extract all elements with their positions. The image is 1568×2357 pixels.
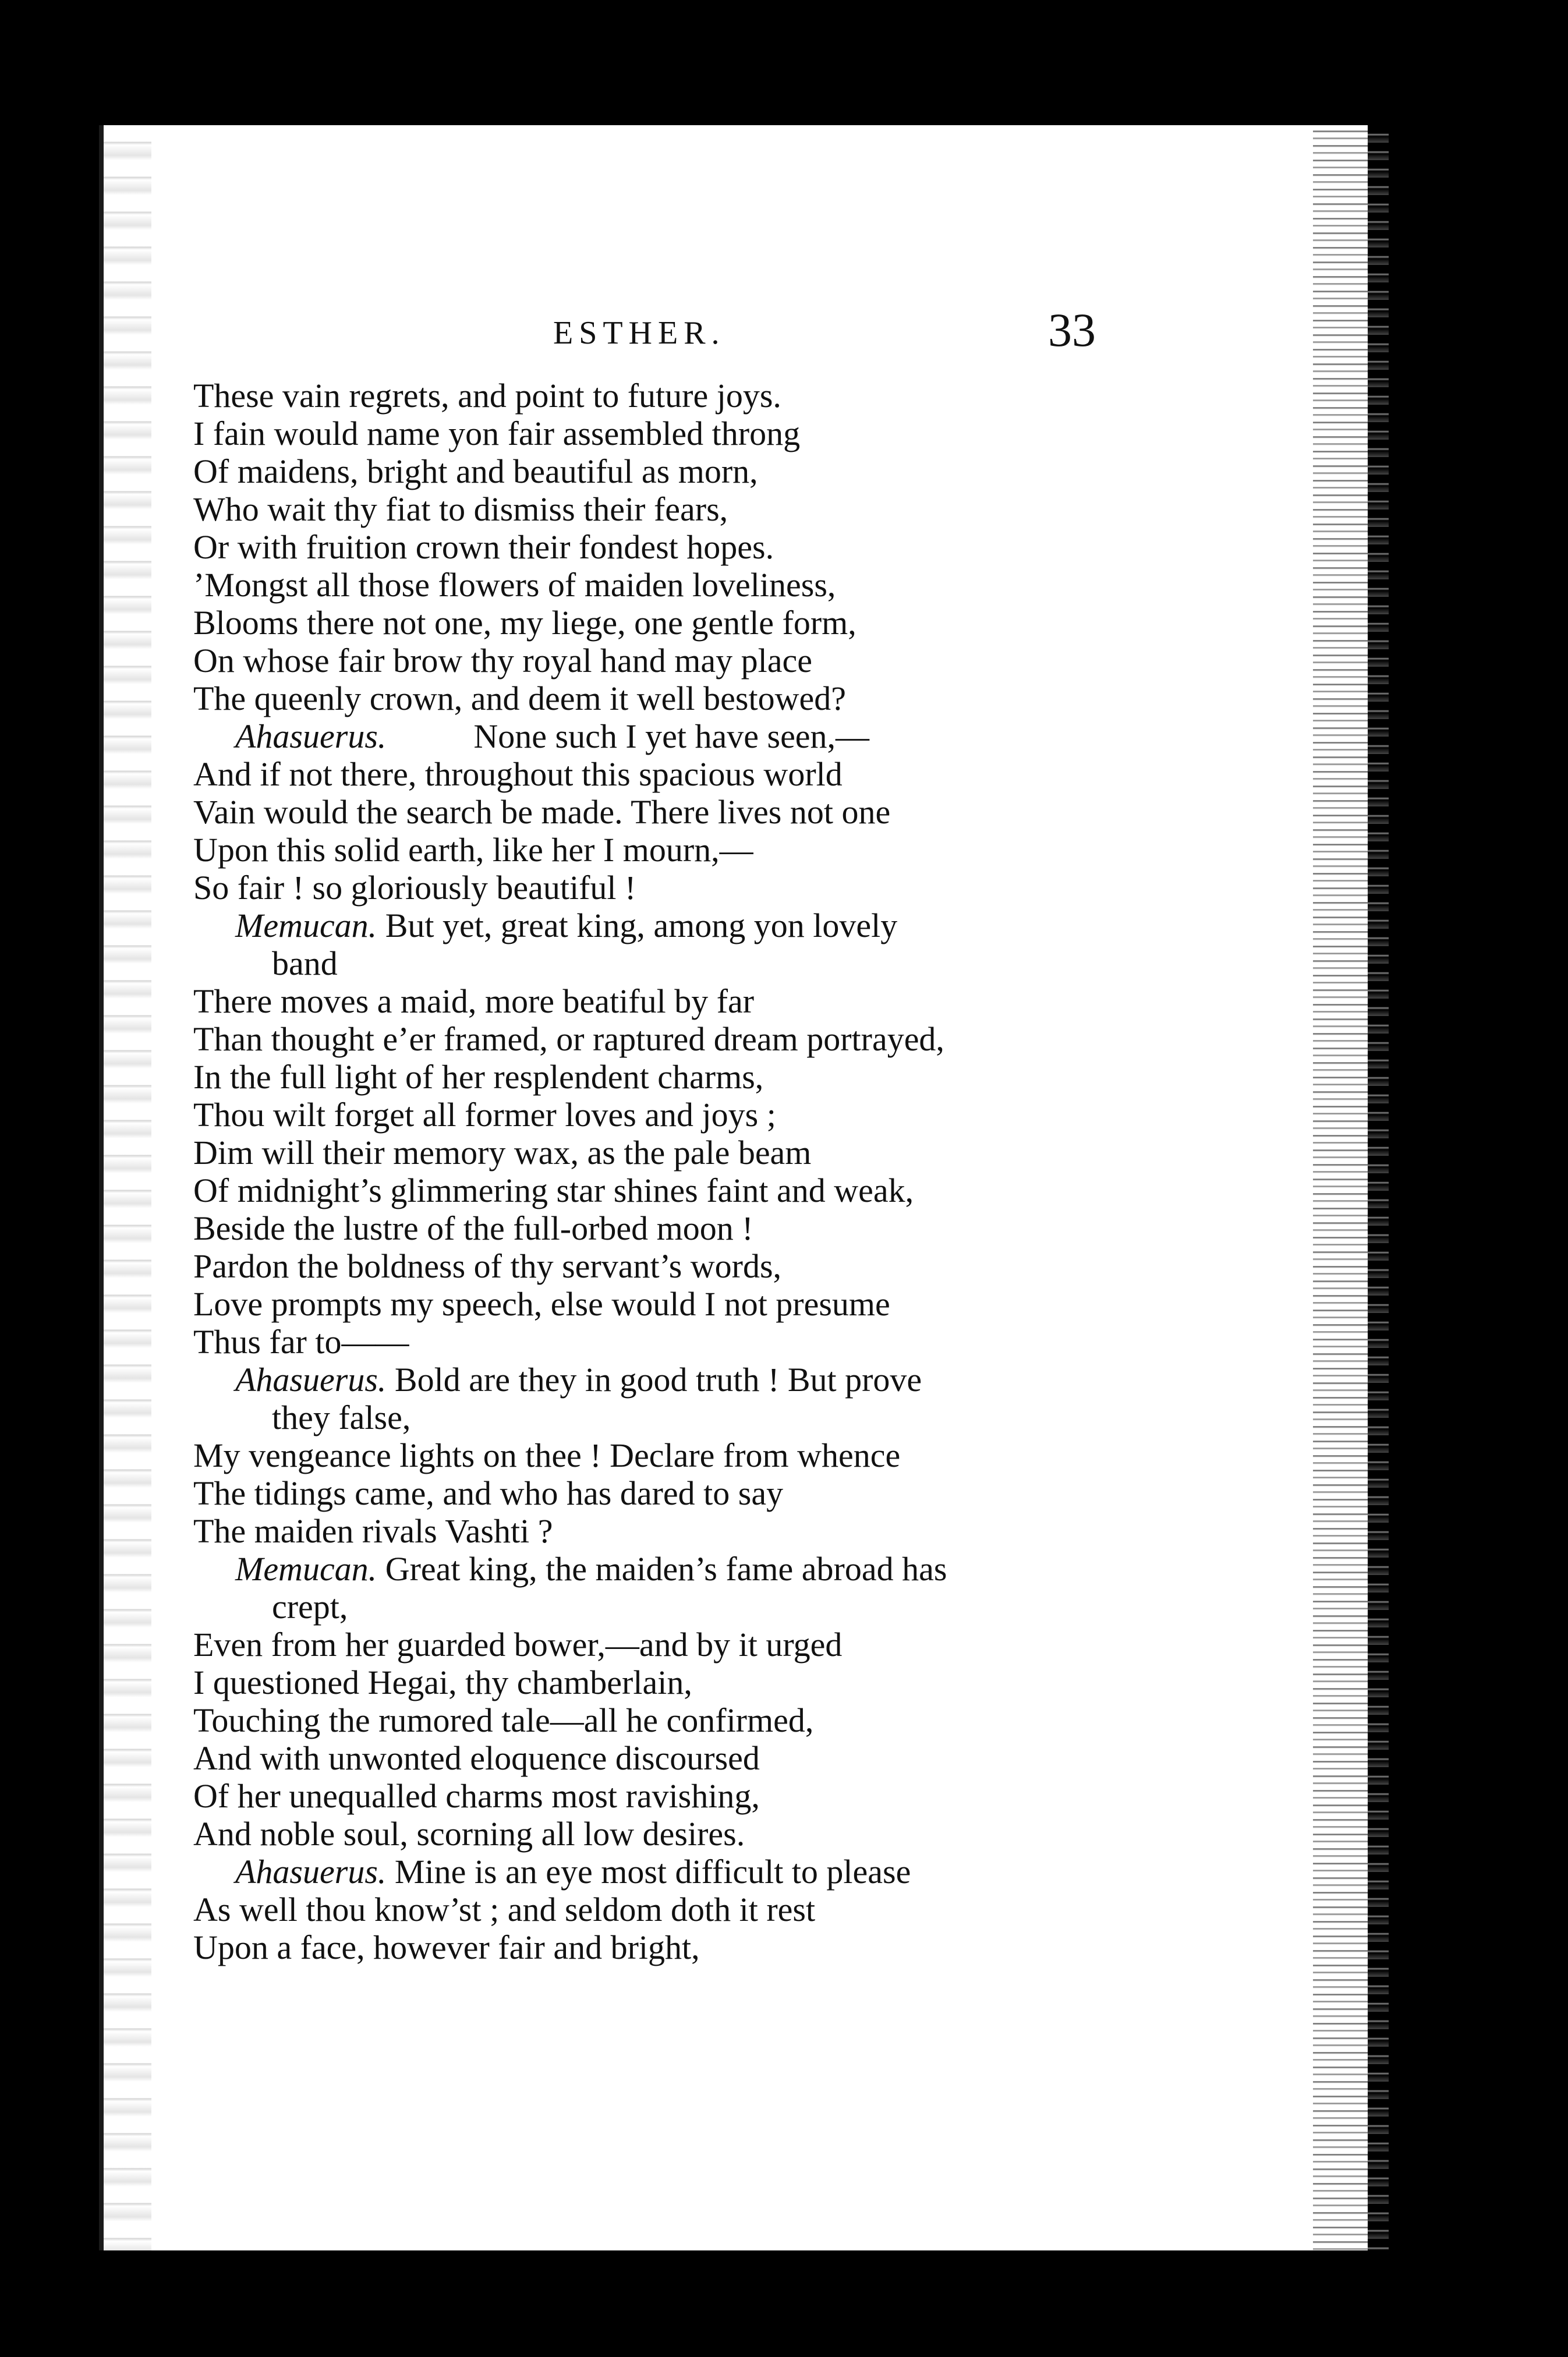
verse-line: The queenly crown, and deem it well bestowed? xyxy=(193,680,846,717)
verse-line: And noble soul, scorning all low desires. xyxy=(193,1815,745,1853)
verse-line: These vain regrets, and point to future joys. xyxy=(193,377,781,415)
verse-line: Blooms there not one, my liege, one gentle form, xyxy=(193,604,856,642)
verse-line: Even from her guarded bower,—and by it urged xyxy=(193,1626,843,1664)
speech-text: Bold are they in good truth ! But prove xyxy=(394,1361,922,1399)
speaker-name: Ahasuerus. xyxy=(235,1361,387,1399)
verse-line: Beside the lustre of the full-orbed moon ! xyxy=(193,1209,753,1247)
verse-line: Or with fruition crown their fondest hopes. xyxy=(193,528,774,566)
running-head: ESTHER. xyxy=(553,315,725,351)
verse-continuation: they false, xyxy=(272,1399,411,1436)
verse-line: Of her unequalled charms most ravishing, xyxy=(193,1777,760,1815)
verse-line: The maiden rivals Vashti ? xyxy=(193,1512,553,1550)
page-header xyxy=(99,303,1389,373)
book-page xyxy=(99,125,1389,2250)
poem-text xyxy=(193,377,1230,1966)
verse-line: Touching the rumored tale—all he confirmed, xyxy=(193,1701,814,1739)
speech-line xyxy=(193,907,1230,944)
page-gutter-shadow xyxy=(99,125,151,2250)
verse-line: Of midnight’s glimmering star shines faint and weak, xyxy=(193,1172,914,1209)
verse-line: Upon this solid earth, like her I mourn,— xyxy=(193,831,753,869)
verse-line: On whose fair brow thy royal hand may place xyxy=(193,642,813,680)
fore-edge-border xyxy=(1368,125,1389,2250)
verse-line: As well thou know’st ; and seldom doth it rest xyxy=(193,1891,816,1928)
speech-text: But yet, great king, among yon lovely xyxy=(385,907,898,944)
speaker-name: Memucan. xyxy=(235,1550,377,1588)
verse-line: Vain would the search be made. There lives not one xyxy=(193,793,891,831)
verse-line: And with unwonted eloquence discoursed xyxy=(193,1739,760,1777)
verse-line: Who wait thy fiat to dismiss their fears, xyxy=(193,490,728,528)
speech-line xyxy=(193,1550,1230,1588)
verse-line: The tidings came, and who has dared to say xyxy=(193,1474,784,1512)
verse-line: Pardon the boldness of thy servant’s words, xyxy=(193,1247,782,1285)
verse-continuation: crept, xyxy=(272,1588,348,1626)
speech-text: Mine is an eye most difficult to please xyxy=(394,1853,911,1891)
verse-continuation: band xyxy=(272,944,338,982)
verse-line: Love prompts my speech, else would I not presume xyxy=(193,1285,890,1323)
verse-line: I questioned Hegai, thy chamberlain, xyxy=(193,1664,692,1701)
verse-line: Than thought e’er framed, or raptured dream portrayed, xyxy=(193,1020,944,1058)
speech-line xyxy=(193,1361,1230,1399)
speech-line xyxy=(193,717,1230,755)
verse-line: Thou wilt forget all former loves and joys ; xyxy=(193,1096,776,1134)
verse-line: Of maidens, bright and beautiful as morn, xyxy=(193,452,758,490)
speech-text: None such I yet have seen,— xyxy=(473,717,870,755)
verse-line: I fain would name yon fair assembled throng xyxy=(193,415,801,452)
verse-line: There moves a maid, more beatiful by far xyxy=(193,982,755,1020)
verse-line: So fair ! so gloriously beautiful ! xyxy=(193,869,636,907)
verse-line: ’Mongst all those flowers of maiden loveliness, xyxy=(193,566,836,604)
speaker-name: Ahasuerus. xyxy=(235,1853,387,1891)
page-number: 33 xyxy=(1048,303,1096,356)
verse-line: My vengeance lights on thee ! Declare from whence xyxy=(193,1436,901,1474)
binding-edge xyxy=(99,125,104,2250)
verse-line: Upon a face, however fair and bright, xyxy=(193,1928,700,1966)
verse-line: And if not there, throughout this spacious world xyxy=(193,755,843,793)
verse-line: In the full light of her resplendent charms, xyxy=(193,1058,764,1096)
speaker-name: Ahasuerus. xyxy=(235,717,387,755)
speech-line xyxy=(193,1853,1230,1891)
verse-line: Dim will their memory wax, as the pale beam xyxy=(193,1134,812,1172)
speech-text: Great king, the maiden’s fame abroad has xyxy=(385,1550,947,1588)
speaker-name: Memucan. xyxy=(235,907,377,944)
verse-line: Thus far to—— xyxy=(193,1323,409,1361)
